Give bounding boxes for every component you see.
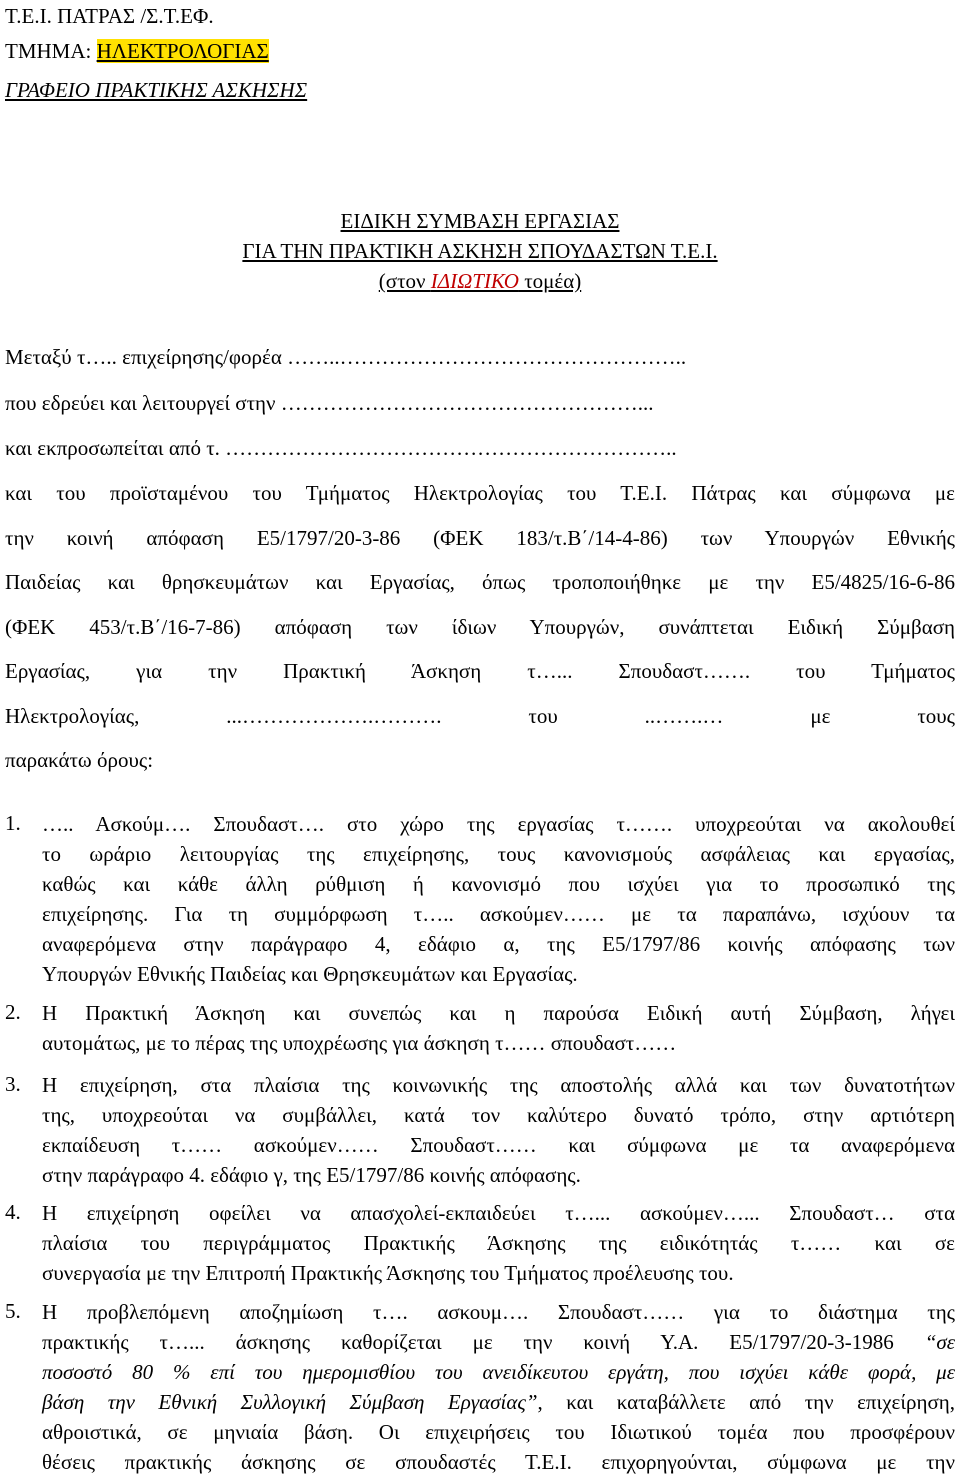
- term-line: θέσεις πρακτικής άσκησης σε σπουδαστές Τ.Ε.Ι. επιχορηγούνται, σύμφωνα με την: [42, 1450, 955, 1474]
- term-number: 3.: [5, 1072, 21, 1096]
- term-number: 1.: [5, 811, 21, 835]
- term-line: εκπαίδευση τ…… ασκούμεν…… Σπουδαστ…… και σύμφωνα με τα αναφερόμενα: [42, 1133, 955, 1157]
- term-text: [42, 998, 955, 1058]
- term-text: [42, 1070, 955, 1190]
- term-line: πλαίσια του περιγράμματος Πρακτικής Άσκησης της ειδικότητάς τ…… και σε: [42, 1231, 955, 1255]
- preamble-line: παρακάτω όρους:: [5, 748, 154, 772]
- term-text: [42, 1198, 955, 1288]
- term-line: Η επιχείρηση οφείλει να απασχολεί-εκπαιδεύει τ…... ασκούμεν…... Σπουδαστ… στα: [42, 1201, 955, 1225]
- term-line: το ωράριο λειτουργίας της επιχείρησης, τους κανονισμούς ασφάλειας και εργασίας,: [42, 842, 955, 866]
- term-line: συνεργασία με την Επιτροπή Πρακτικής Άσκησης του Τμήματος προέλευσης του.: [42, 1261, 734, 1285]
- term-line-part: πρακτικής τ…... άσκησης καθορίζεται με την κοινή Υ.Α. Ε5/1797/20-3-1986: [42, 1330, 925, 1354]
- preamble-line: και εκπροσωπείται από τ. ………………………………………………………..: [5, 436, 677, 460]
- term-number: 5.: [5, 1299, 21, 1323]
- term-line: Υπουργών Εθνικής Παιδείας και Θρησκευμάτων και Εργασίας.: [42, 962, 578, 986]
- term-line-italic: βάση την Εθνική Συλλογική Σύμβαση Εργασίας”: [42, 1390, 538, 1414]
- institution-line: Τ.Ε.Ι. ΠΑΤΡΑΣ /Σ.Τ.ΕΦ.: [5, 4, 214, 28]
- term-line-part: , και καταβάλλετε από την επιχείρηση,: [537, 1390, 955, 1414]
- term-line: επιχείρησης. Για τη συμμόρφωση τ….. ασκούμεν…… με τα παραπάνω, ισχύουν τα: [42, 902, 955, 926]
- term-number: 2.: [5, 1000, 21, 1024]
- department-line: [5, 38, 955, 64]
- preamble-line: την κοινή απόφαση Ε5/1797/20-3-86 (ΦΕΚ 183/τ.Β΄/14-4-86) των Υπουργών Εθνικής: [5, 526, 955, 550]
- term-line: ….. Ασκούμ…. Σπουδαστ…. στο χώρο της εργασίας τ……. υποχρεούται να ακολουθεί: [42, 812, 955, 836]
- preamble-line: (ΦΕΚ 453/τ.Β΄/16-7-86) απόφαση των ίδιων Υπουργών, συνάπτεται Ειδική Σύμβαση: [5, 615, 955, 639]
- term-line: [42, 1327, 955, 1357]
- term-line: Η προβλεπόμενη αποζημίωση τ…. ασκουμ…. Σπουδαστ…… για το διάστημα της: [42, 1300, 955, 1324]
- term-text: [42, 1297, 955, 1477]
- term-line: αναφερόμενα στην παράγραφο 4, εδάφιο α, της Ε5/1797/86 κοινής απόφασης των: [42, 932, 955, 956]
- sector-name: ΙΔΙΩΤΙΚΟ: [430, 269, 519, 293]
- term-line: ποσοστό 80 % επί του ημερομισθίου του ανειδίκευτου εργάτη, που ισχύει κάθε φορά, με: [42, 1360, 955, 1384]
- term-line: αθροιστικά, σε μηνιαία βάση. Οι επιχειρήσεις του Ιδιωτικού τομέα που προσφέρουν: [42, 1420, 955, 1444]
- term-line: καθώς και κάθε άλλη ρύθμιση ή κανονισμό που ισχύει για το προσωπικό της: [42, 872, 955, 896]
- title-line-3: [0, 268, 960, 294]
- term-line: [42, 1387, 955, 1417]
- title-open: (στον: [378, 269, 431, 293]
- preamble-line: που εδρεύει και λειτουργεί στην ……………………………………………...: [5, 391, 654, 415]
- preamble-line: Εργασίας, για την Πρακτική Άσκηση τ…... Σπουδαστ……. του Τμήματος: [5, 659, 955, 683]
- department-name: ΗΛΕΚΤΡΟΛΟΓΙΑΣ: [96, 39, 269, 63]
- title-line-1: ΕΙΔΙΚΗ ΣΥΜΒΑΣΗ ΕΡΓΑΣΙΑΣ: [340, 209, 620, 233]
- term-line: αυτομάτως, με το πέρας της υποχρέωσης για άσκηση τ…… σπουδαστ……: [42, 1031, 677, 1055]
- preamble-line: Ηλεκτρολογίας, ...……………….………. του ..…….… με τους: [5, 704, 955, 728]
- term-line: Η Πρακτική Άσκηση και συνεπώς και η παρούσα Ειδική αυτή Σύμβαση, λήγει: [42, 1001, 955, 1025]
- term-text: [42, 809, 955, 989]
- term-line: Η επιχείρηση, στα πλαίσια της κοινωνικής της αποστολής αλλά και των δυνατοτήτων: [42, 1073, 955, 1097]
- preamble-line: Μεταξύ τ….. επιχείρησης/φορέα ……..…………………………………………..: [5, 345, 687, 369]
- title-line-2: ΓΙΑ ΤΗΝ ΠΡΑΚΤΙΚΗ ΑΣΚΗΣΗ ΣΠΟΥΔΑΣΤΩΝ Τ.Ε.Ι.: [242, 239, 718, 263]
- term-number: 4.: [5, 1200, 21, 1224]
- department-prefix: ΤΜΗΜΑ:: [5, 39, 97, 63]
- term-line-italic: “σε: [924, 1330, 955, 1354]
- title-close: τομέα): [518, 269, 582, 293]
- preamble-line: και του προϊσταμένου του Τμήματος Ηλεκτρολογίας του Τ.Ε.Ι. Πάτρας και σύμφωνα με: [5, 481, 955, 505]
- preamble-line: Παιδείας και θρησκευμάτων και Εργασίας, όπως τροποποιήθηκε με την Ε5/4825/16-6-86: [5, 570, 955, 594]
- office-line: ΓΡΑΦΕΙΟ ΠΡΑΚΤΙΚΗΣ ΑΣΚΗΣΗΣ: [5, 78, 308, 102]
- term-line: της, υποχρεούται να συμβάλλει, κατά τον καλύτερο δυνατό τρόπο, στην αρτιότερη: [42, 1103, 955, 1127]
- term-line: στην παράγραφο 4. εδάφιο γ, της Ε5/1797/86 κοινής απόφασης.: [42, 1163, 581, 1187]
